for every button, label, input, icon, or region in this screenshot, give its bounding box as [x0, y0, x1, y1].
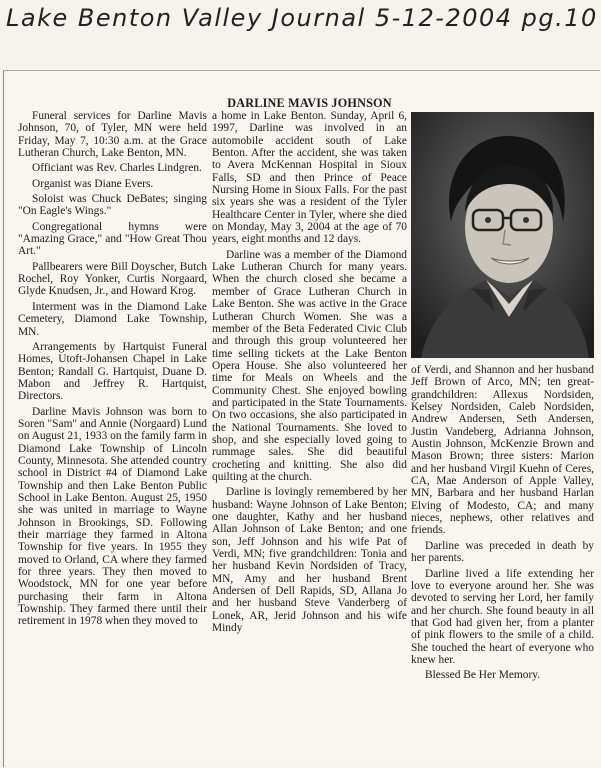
paragraph: a home in Lake Benton. Sunday, April 6, 1997, Darline was involved in an automobile accident south of Lake Benton. After the accident, she was taken to Avera McKennan Hospital in Sioux Falls, SD and then Prince of Peace Nursing Home in Sioux Falls. For the past six years she was a resident of the Tyler Healthcare Center in Tyler, where she died on Monday, May 3, 2004 at the age of 70 years, eight months and 12 days. — [212, 110, 407, 246]
paragraph: Pallbearers were Bill Doyscher, Butch Rochel, Roy Yonker, Curtis Norgaard, Glyde Knudsen, Jr., and Howard Krog. — [18, 260, 207, 298]
paragraph: Congregational hymns were "Amazing Grace," and "How Great Thou Art." — [18, 220, 207, 258]
paragraph: Arrangements by Hartquist Funeral Homes, Utoft-Johansen Chapel in Lake Benton; Randall G. Hartquist, Duane D. Mabon and Jeffrey R. Hartquist, Directors. — [18, 340, 207, 403]
paragraph: Interment was in the Diamond Lake Cemetery, Diamond Lake Township, MN. — [18, 300, 207, 338]
paragraph: of Verdi, and Shannon and her husband Jeff Brown of Arco, MN; ten great-grandchildren: Allexus Nordsiden, Kelsey Nordsiden, Caleb Nordsiden, Andrew Andersen, Seth Andersen, Justin Vandeberg, Adrianna Johnson, Austin Johnson, McKenzie Brown and Mason Brown; three sisters: Marion and her husband Virgil Kuehn of Ceres, CA, Mae Anderson of Apple Valley, MN, Barbara and her husband Harlan Elving of Modesto, CA; and many nieces, nephews, other relatives and friends. — [411, 364, 594, 537]
handwritten-header: Lake Benton Valley Journal 5-12-2004 pg.10 — [6, 4, 598, 32]
paragraph: Darline is lovingly remembered by her husband: Wayne Johnson of Lake Benton; one daughter, Kathy and her husband Allan Johnson of Lake Benton; and one son, Jeff Johnson and his wife Pat of Verdi, MN; five grandchildren: Tonia and her husband Kevin Nordsiden of Tracy, MN, Amy and her husband Brent Andersen of Dell Rapids, SD, Allana Jo and her husband Steve Vanderberg of Lonek, AR, Jerid Johnson and his wife Mindy — [212, 486, 407, 635]
portrait-image — [411, 112, 594, 358]
paragraph: Darline lived a life extending her love to everyone around her. She was devoted to serving her Lord, her family and her church. She found beauty in all that God had given her, from a planter of pink flowers to the smile of a child. She touched the heart of everyone who knew her. — [411, 567, 594, 666]
article-column-3 — [411, 364, 594, 764]
paragraph: Blessed Be Her Memory. — [425, 669, 541, 682]
article-column-1 — [18, 110, 207, 762]
paragraph: Soloist was Chuck DeBates; singing "On Eagle's Wings." — [18, 193, 207, 218]
paragraph: Funeral services for Darline Mavis Johnson, 70, of Tyler, MN were held Friday, May 7, 10:30 a.m. at the Grace Lutheran Church, Lake Benton, MN. — [18, 110, 207, 160]
article-column-2 — [212, 110, 407, 762]
paragraph: Officiant was Rev. Charles Lindgren. — [32, 162, 202, 175]
portrait-photo — [411, 112, 594, 358]
paragraph: Darline was a member of the Diamond Lake Lutheran Church for many years. When the church closed she became a member of Grace Lutheran Church in Lake Benton. She was active in the Grace Lutheran Church Women. She was a member of the Beta Federated Civic Club and through this group volunteered her time selling tickets at the Lake Benton Opera House. She also volunteered her time for Meals on Wheels and the Community Chest. She enjoyed bowling and participated in the State Tournaments. On two occasions, she also participated in the National Tournaments. She loved to shop, and she especially loved going to rummage sales. She did beautiful crocheting and knitting. She also did quilting at the church. — [212, 248, 407, 483]
paragraph: Darline Mavis Johnson was born to Soren "Sam" and Annie (Norgaard) Lund on August 21, 1933 on the family farm in Diamond Lake Township of Lincoln County, Minnesota. She attended country school in District #4 of Diamond Lake Township and then Lake Benton Public School in Lake Benton. August 25, 1950 she was united in marriage to Wayne Johnson in Brookings, SD. Following their marriage they farmed in Altona Township for five years. In 1955 they moved to Orland, CA where they farmed for three years. They then moved to Woodstock, MN for one year before purchasing their farm in Altona Township. They farmed there until their retirement in 1978 when they moved to — [18, 405, 207, 628]
paragraph: Organist was Diane Evers. — [32, 177, 154, 190]
paragraph: Darline was preceded in death by her parents. — [411, 539, 594, 565]
obituary-title: DARLINE MAVIS JOHNSON — [227, 96, 392, 110]
